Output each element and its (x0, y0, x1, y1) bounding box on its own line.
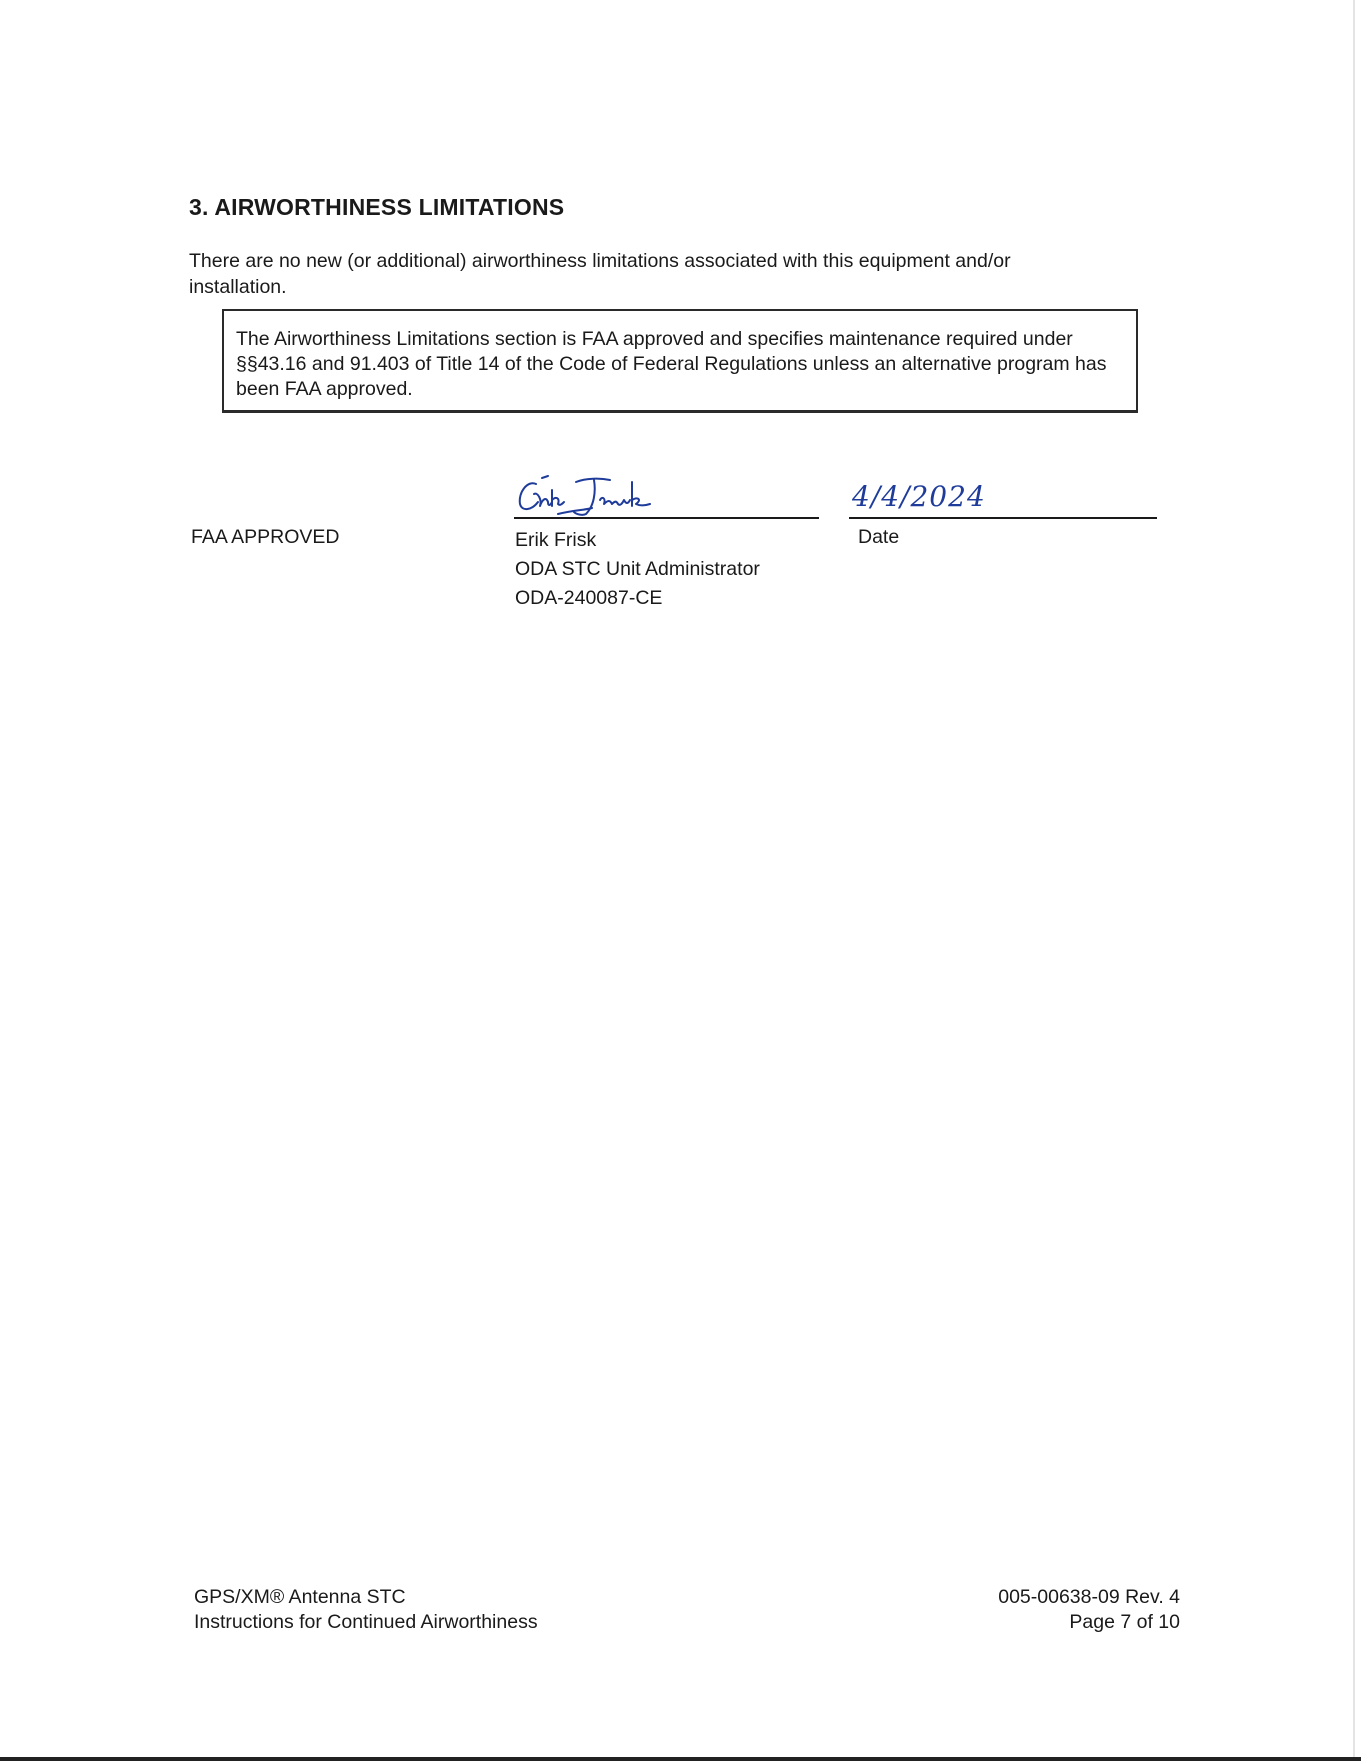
scan-bottom-edge (0, 1757, 1361, 1761)
handwritten-signature (514, 470, 674, 520)
section-heading: 3. AIRWORTHINESS LIMITATIONS (189, 194, 565, 220)
section-paragraph: There are no new (or additional) airworthiness limitations associated with this equipment and/or installation. (189, 250, 1011, 298)
footer-page-number: Page 7 of 10 (1069, 1611, 1180, 1633)
footer-product: GPS/XM® Antenna STC (194, 1586, 406, 1608)
scan-edge (1353, 0, 1355, 1761)
faa-approved-label: FAA APPROVED (191, 526, 340, 548)
note-text: The Airworthiness Limitations section is FAA approved and specifies maintenance required under §§43.16 and 91.403 of Title 14 of the Code of Federal Regulations unless an alternative program has been FAA approved. (236, 328, 1107, 400)
signer-block (515, 526, 760, 613)
date-label: Date (858, 526, 900, 548)
footer-right (998, 1585, 1180, 1635)
date-line (849, 517, 1157, 519)
footer-document-number: 005-00638-09 Rev. 4 (998, 1586, 1180, 1608)
footer-left (194, 1585, 538, 1635)
signer-name: Erik Frisk (515, 529, 597, 551)
signer-id: ODA-240087-CE (515, 587, 663, 609)
signature-line (514, 517, 819, 519)
footer-document-title: Instructions for Continued Airworthiness (194, 1611, 538, 1633)
airworthiness-note-box (222, 309, 1138, 413)
signer-title: ODA STC Unit Administrator (515, 558, 760, 580)
handwritten-date: 4/4/2024 (852, 480, 986, 513)
